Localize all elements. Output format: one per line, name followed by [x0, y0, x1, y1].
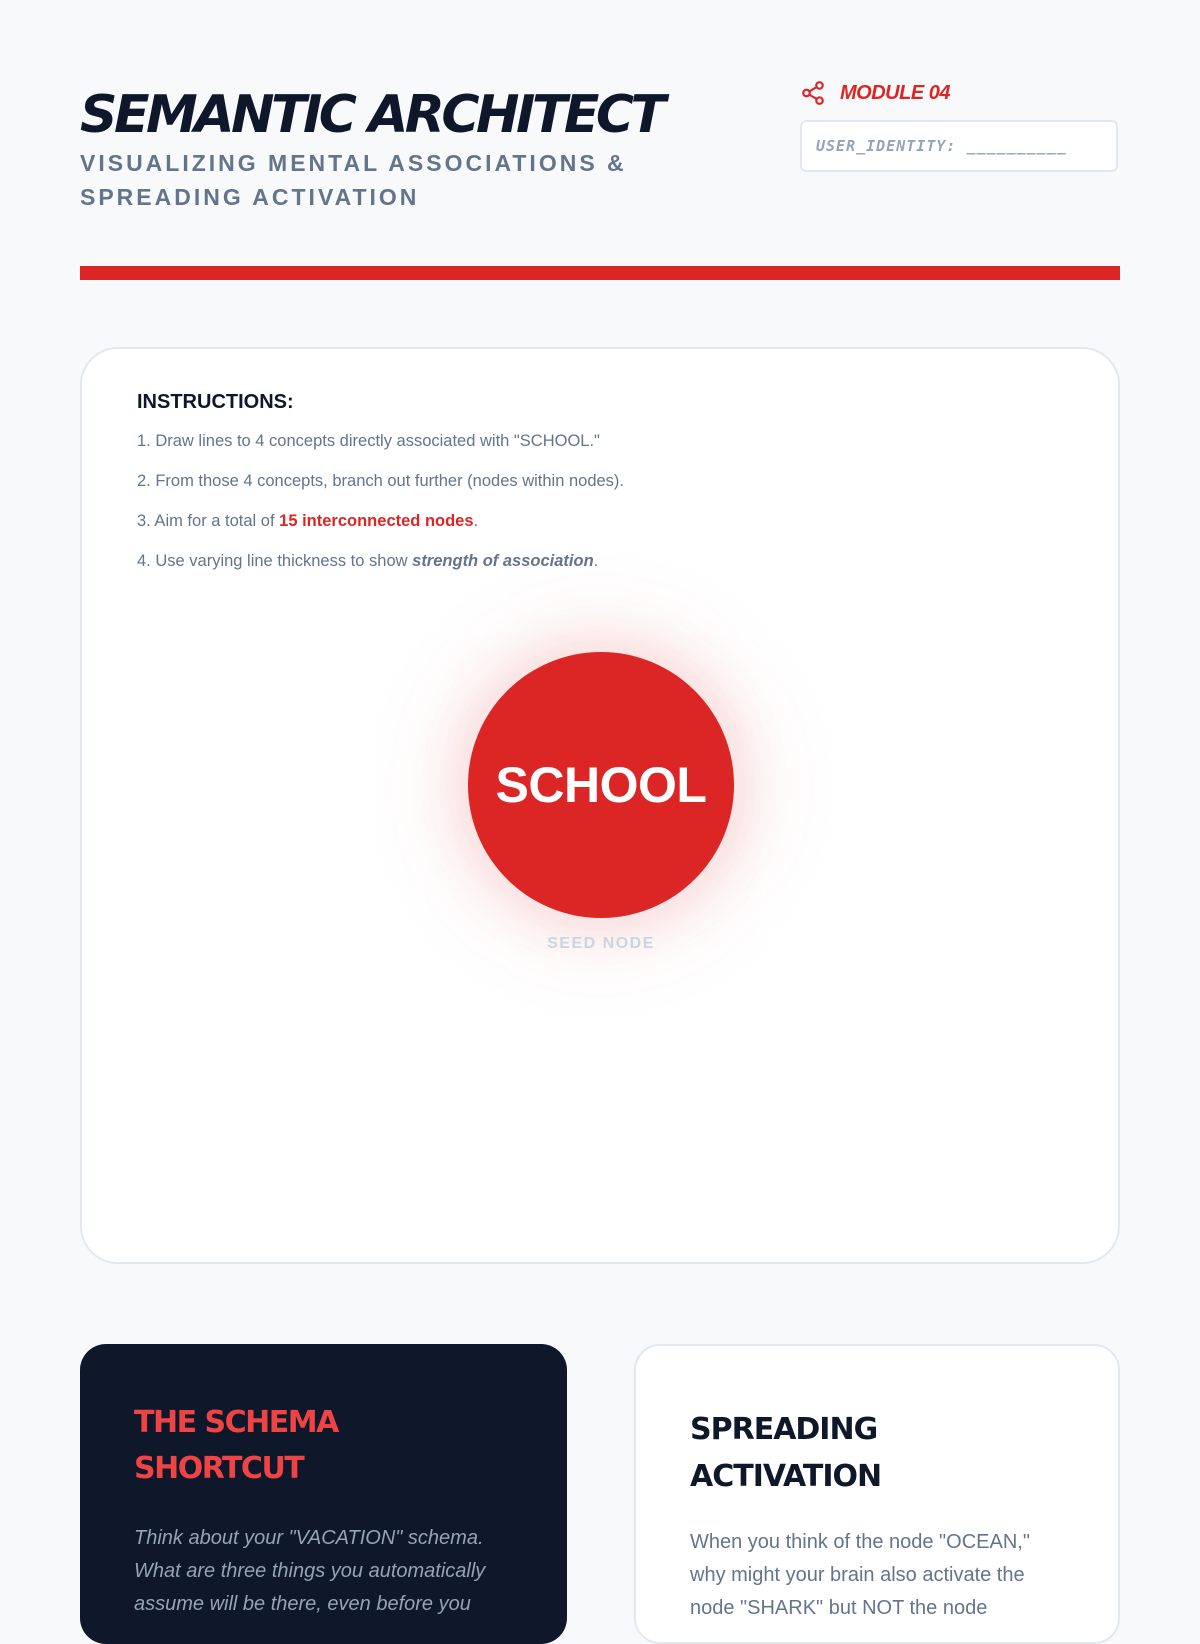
activation-card-body: When you think of the node "OCEAN," why might your brain also activate the node "SHARK" but NOT the node	[690, 1531, 1030, 1619]
page-title: SEMANTIC ARCHITECT	[80, 85, 663, 145]
mind-map-canvas[interactable]	[80, 347, 1120, 1264]
seed-node-caption: SEED NODE	[547, 935, 655, 952]
schema-card-body: Think about your "VACATION" schema. What are three things you automatically assume will be there, even before you	[134, 1527, 486, 1615]
header-divider	[80, 266, 1120, 280]
instruction-item: 2. From those 4 concepts, branch out further (nodes within nodes).	[137, 472, 625, 490]
highlight-node-count: 15 interconnected nodes	[279, 512, 474, 530]
module-label: MODULE 04	[840, 81, 950, 104]
module-badge	[800, 76, 950, 110]
highlight-strength: strength of association	[412, 552, 594, 570]
spreading-activation-card	[634, 1344, 1120, 1644]
share-icon	[800, 80, 826, 106]
schema-shortcut-card	[80, 1344, 567, 1644]
schema-card-title: THE SCHEMA SHORTCUT	[134, 1405, 338, 1486]
seed-node[interactable]	[468, 652, 734, 918]
instructions-heading: INSTRUCTIONS:	[137, 391, 294, 413]
user-identity-input[interactable]	[800, 120, 1118, 172]
seed-node-label: SCHOOL	[495, 757, 707, 813]
instruction-item: 4. Use varying line thickness to show strength of association.	[137, 552, 599, 570]
activation-card-title: SPREADING ACTIVATION	[690, 1412, 882, 1494]
instructions-list	[137, 431, 1037, 591]
instruction-item: 3. Aim for a total of 15 interconnected nodes.	[137, 512, 479, 530]
instruction-item: 1. Draw lines to 4 concepts directly associated with "SCHOOL."	[137, 432, 600, 450]
page-subtitle: VISUALIZING MENTAL ASSOCIATIONS & SPREADING ACTIVATION	[80, 150, 627, 210]
